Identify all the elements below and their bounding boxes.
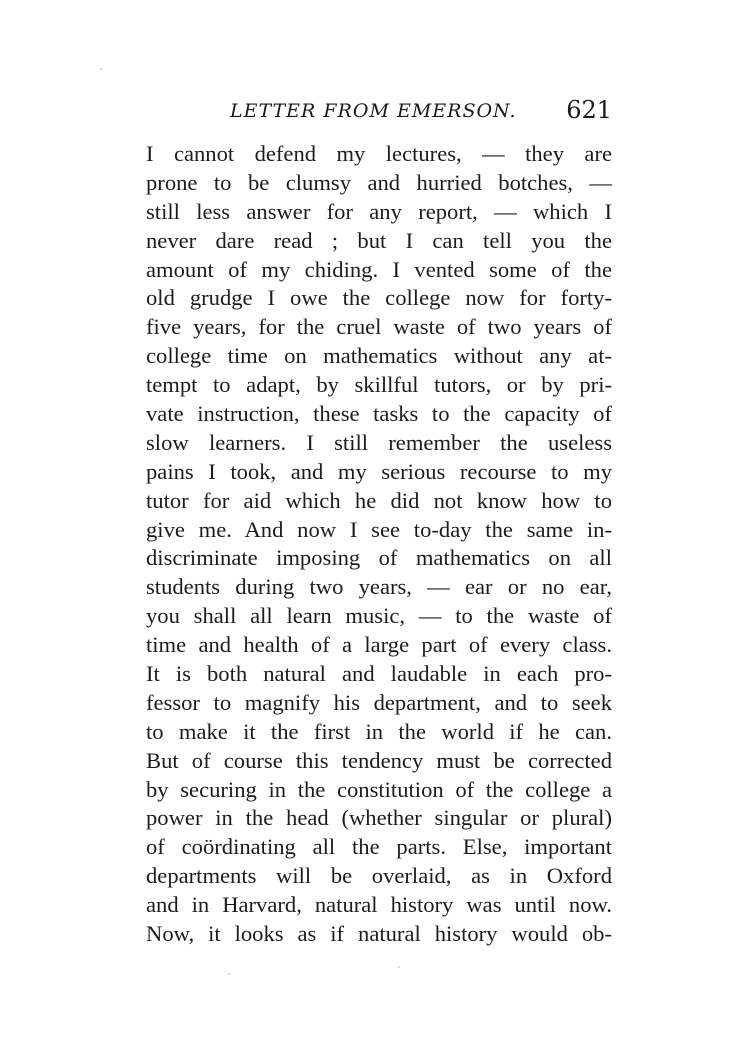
page-number: 621	[566, 96, 612, 124]
text-line: prone to be clumsy and hurried botches, —	[146, 169, 612, 195]
text-line: But of course this tendency must be corrected	[146, 747, 612, 773]
text-line: vate instruction, these tasks to the capacity of	[146, 401, 612, 427]
text-line: of coördinating all the parts. Else, important	[146, 834, 612, 860]
text-line: college time on mathematics without any at-	[146, 343, 612, 369]
text-line: and in Harvard, natural history was until now.	[146, 892, 612, 918]
text-line: to make it the first in the world if he can.	[146, 718, 612, 744]
running-head	[230, 96, 612, 126]
text-line: I cannot defend my lectures, — they are	[146, 141, 612, 166]
text-line: by securing in the constitution of the college a	[146, 776, 612, 802]
text-line: power in the head (whether singular or plural)	[146, 805, 612, 831]
paper-speck	[100, 68, 102, 70]
text-line: give me. And now I see to-day the same in-	[146, 516, 612, 542]
text-line: you shall all learn music, — to the waste of	[146, 603, 612, 629]
text-line: pains I took, and my serious recourse to my	[146, 458, 612, 484]
text-line: amount of my chiding. I vented some of the	[146, 256, 612, 282]
text-line: students during two years, — ear or no ear,	[146, 574, 612, 600]
paper-speck	[398, 966, 400, 968]
text-line: never dare read ; but I can tell you the	[146, 227, 612, 253]
text-line: slow learners. I still remember the useless	[146, 429, 612, 455]
text-line: five years, for the cruel waste of two years of	[146, 314, 612, 340]
text-line: fessor to magnify his department, and to seek	[146, 689, 612, 715]
text-line: old grudge I owe the college now for forty-	[146, 285, 612, 311]
text-line: still less answer for any report, — which I	[146, 198, 612, 224]
text-line: departments will be overlaid, as in Oxford	[146, 863, 612, 889]
text-line: discriminate imposing of mathematics on all	[146, 545, 612, 571]
paper-speck	[228, 973, 230, 975]
body-text	[146, 140, 612, 949]
text-line: time and health of a large part of every class.	[146, 632, 612, 658]
text-line: It is both natural and laudable in each pro-	[146, 661, 612, 687]
text-line: tutor for aid which he did not know how to	[146, 487, 612, 513]
text-line: tempt to adapt, by skillful tutors, or by pri-	[146, 372, 612, 398]
text-line: Now, it looks as if natural history would ob-	[146, 921, 612, 947]
running-title: LETTER FROM EMERSON.	[230, 100, 517, 122]
